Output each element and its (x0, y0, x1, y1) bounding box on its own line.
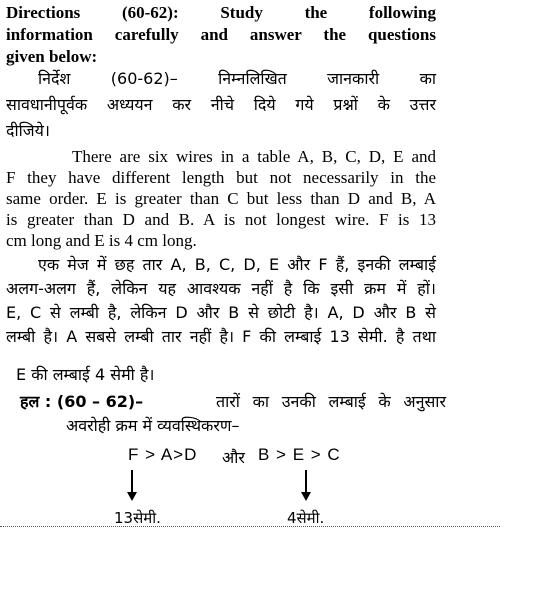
solution-heading-part1: तारों का उनकी लम्बाई के अनुसार (216, 392, 446, 411)
passage-line-4: is greater than D and B. A is not longest wire. F is 13 (6, 210, 436, 229)
hindi-passage-line-5: E की लम्बाई 4 सेमी है। (16, 365, 155, 384)
passage-line-3: same order. E is greater than C but less than D and B, A (6, 189, 436, 208)
order-connector: और (222, 448, 245, 467)
directions-line-3: given below: (6, 47, 98, 66)
arrow-down-icon-f-head (127, 492, 137, 501)
solution-label: हल : (60 – 62)– (20, 392, 144, 411)
directions-line-1: Directions (60-62): Study the following (6, 3, 436, 22)
hindi-passage-line-2: अलग-अलग हैं, लेकिन यह आवश्यक नहीं है कि इसी क्रम में हों। (6, 279, 436, 298)
passage-line-2: F they have different length but not necessarily in the (6, 168, 436, 187)
order-left: F > A>D (128, 445, 198, 464)
passage-line-1: There are six wires in a table A, B, C, D, E and (72, 147, 436, 166)
hindi-passage-line-3: E, C से लम्बी है, लेकिन D और B से छोटी है। A, D और B से (6, 303, 436, 322)
hindi-passage-line-4: लम्बी है। A सबसे लम्बी तार नहीं है। F की लम्बाई 13 सेमी. है तथा (6, 327, 436, 346)
passage-line-5: cm long and E is 4 cm long. (6, 231, 197, 250)
hindi-directions-line-2: सावधानीपूर्वक अध्ययन कर नीचे दिये गये प्रश्नों के उत्तर (6, 95, 436, 114)
f-length-label: 13सेमी. (114, 509, 161, 527)
hindi-directions-line-1: निर्देश (60-62)– निम्नलिखित जानकारी का (38, 69, 436, 88)
dotted-divider (0, 526, 500, 527)
e-length-label: 4सेमी. (287, 509, 325, 527)
order-right: B > E > C (258, 445, 341, 464)
arrow-down-icon-f-shaft (131, 470, 133, 494)
solution-heading-part2: अवरोही क्रम में व्यवस्थिकरण– (66, 416, 240, 435)
arrow-down-icon-e-shaft (305, 470, 307, 494)
hindi-directions-line-3: दीजिये। (6, 121, 51, 140)
hindi-passage-line-1: एक मेज में छह तार A, B, C, D, E और F हैं, इनकी लम्बाई (38, 255, 436, 274)
arrow-down-icon-e-head (301, 492, 311, 501)
directions-line-2: information carefully and answer the questions (6, 25, 436, 44)
